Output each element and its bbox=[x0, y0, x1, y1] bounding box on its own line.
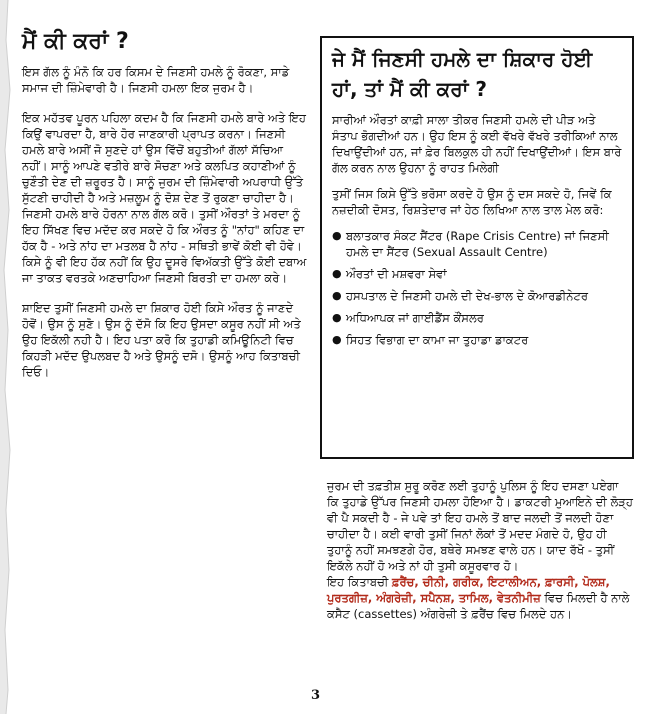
box-heading: ਜੇ ਮੈਂ ਜਿਣਸੀ ਹਮਲੇ ਦਾ ਸ਼ਿਕਾਰ ਹੋਈ ਹਾਂ, ਤਾਂ ਮੈਂ ਕੀ ਕਰਾਂ ? bbox=[332, 47, 593, 101]
bullet-icon: ● bbox=[332, 311, 342, 324]
list-item bbox=[332, 310, 624, 326]
bullet-icon: ● bbox=[332, 229, 342, 242]
help-box bbox=[320, 36, 634, 459]
list-item bbox=[332, 266, 624, 282]
left-paragraph-3: ਸ਼ਾਇਦ ਤੁਸੀਂ ਜਿਣਸੀ ਹਮਲੇ ਦਾ ਸ਼ਿਕਾਰ ਹੋਈ ਕਿਸੇ ਔਰਤ ਨੂੰ ਜਾਣਦੇ ਹੋਵੋਂ। ਉਸ ਨੂੰ ਸੁਣੋ। ਉਸ ਨੂੰ ਦੱਸੋ ਕਿ ਇਹ ਉਸਦਾ ਕਸੂਰ ਨਹੀਂ ਸੀ ਅਤੇ ਉਹ ਇਕੱਲੀ ਨਹੀ ਹੈ। ਇਹ ਪਤਾ ਕਰੋ ਕਿ ਤੁਹਾਡੀ ਕਮਿਊਨਿਟੀ ਵਿਚ ਕਿਹੜੀ ਮਦੱਦ ਉਪਲਬਦ ਹੈ ਅਤੇ ਉਸਨੂੰ ਦਸੋ। ਉਸਨੂੰ ਆਹ ਕਿਤਾਬਚੀ ਦਿਓ। bbox=[22, 301, 301, 379]
list-item-text: ਸਿਹਤ ਵਿਭਾਗ ਦਾ ਕਾਮਾ ਜਾ ਤੁਹਾਡਾ ਡਾਕਟਰ bbox=[346, 333, 529, 347]
right-bottom-column bbox=[327, 478, 633, 622]
languages-outro: ਵਿਚ ਮਿਲਦੀ ਹੈ ਨਾਲੇ ਕਸੈਟ (cassettes) ਅੰਗਰੇਜ਼ੀ ਤੇ ਫ਼ਰੈਂਚ ਵਿਚ ਮਿਲਦੇ ਹਨ। bbox=[327, 591, 630, 621]
bullet-icon: ● bbox=[332, 289, 342, 302]
languages-intro: ਇਹ ਕਿਤਾਬਚੀ bbox=[327, 575, 389, 589]
left-paragraph-2: ਇਕ ਮਹੱਤਵ ਪੂਰਨ ਪਹਿਲਾ ਕਦਮ ਹੈ ਕਿ ਜਿਣਸੀ ਹਮਲੇ ਬਾਰੇ ਅਤੇ ਇਹ ਕਿਉਂ ਵਾਪਰਦਾ ਹੈ, ਬਾਰੇ ਹੋਰ ਜਾਣਕਾਰੀ ਪ੍ਰਾਪਤ ਕਰਨਾ। ਜਿਣਸੀ ਹਮਲੇ ਬਾਰੇ ਅਸੀਂ ਜੋ ਸੁਣਦੇ ਹਾਂ ਉਸ ਵਿੱਚੋਂ ਬਹੁਤੀਆਂ ਗੱਲਾਂ ਸੱਚਿਆ ਨਹੀਂ। ਸਾਨੂੰ ਆਪਣੇ ਵਤੀਰੇ ਬਾਰੇ ਸੋਚਣਾ ਅਤੇ ਕਲਪਿਤ ਕਹਾਣੀਆਂ ਨੂੰ ਚੁਣੌਤੀ ਦੇਣ ਦੀ ਜ਼ਰੂਰਤ ਹੈ। ਸਾਨੂੰ ਜੁਰਮ ਦੀ ਜ਼ਿੰਮੇਵਾਰੀ ਅਪਰਾਧੀ ਉੱਤੇ ਸੁੱਟਣੀ ਚਾਹੀਦੀ ਹੈ ਅਤੇ ਮਜ਼ਲੂਮ ਨੂੰ ਦੋਸ਼ ਦੇਣ ਤੋਂ ਰੁਕਣਾ ਚਾਹੀਦਾ ਹੈ। ਜਿਣਸੀ ਹਮਲੇ ਬਾਰੇ ਹੋਰਨਾ ਨਾਲ ਗੱਲ ਕਰੋ। ਤੁਸੀਂ ਔਰਤਾਂ ਤੇ ਮਰਦਾ ਨੂੰ ਇਹ ਸਿੱਖਣ ਵਿਚ ਮਦੱਦ ਕਰ ਸਕਦੇ ਹੋ ਕਿ ਔਰਤ ਨੂੰ "ਨਾਂਹ" ਕਹਿਣ ਦਾ ਹੱਕ ਹੈ - ਅਤੇ ਨਾਂਹ ਦਾ ਮਤਲਬ ਹੈ ਨਾਂਹ - ਸਥਿਤੀ ਭਾਵੇਂ ਕੋਈ ਵੀ ਹੋਵੇ। ਕਿਸੇ ਨੂੰ ਵੀ ਇਹ ਹੱਕ ਨਹੀਂ ਕਿ ਉਹ ਦੂਸਰੇ ਵਿਅੱਕਤੀ ਉੱਤੇ ਕੋਈ ਦਬਾਅ ਜਾ ਤਾਕਤ ਵਰਤਕੇ ਅਣਚਾਹਿਆ ਜਿਣਸੀ ਬਿਰਤੀ ਦਾ ਹਮਲਾ ਕਰੇ। bbox=[22, 111, 307, 285]
list-item-text: ਔਰਤਾਂ ਦੀ ਮਸ਼ਵਰਾ ਸੇਵਾਂ bbox=[346, 267, 447, 281]
box-paragraph-2: ਤੁਸੀਂ ਜਿਸ ਕਿਸੇ ਉੱਤੇ ਭਰੋਸਾ ਕਰਦੇ ਹੋ ਉਸ ਨੂੰ ਦਸ ਸਕਦੇ ਹੋ, ਜਿਵੇਂ ਕਿ ਨਜ਼ਦੀਕੀ ਦੋਸਤ, ਰਿਸ਼ਤੇਦਾਰ ਜਾਂ ਹੇਠ ਲਿਖਿਆ ਨਾਲ ਤਾਲ ਮੇਲ ਕਰੋ: bbox=[332, 187, 612, 217]
languages-paragraph bbox=[327, 574, 633, 622]
bullet-icon: ● bbox=[332, 333, 342, 346]
police-paragraph: ਜੁਰਮ ਦੀ ਤਫ਼ਤੀਸ਼ ਸੁਰੂ ਕਰੋਣ ਲਈ ਤੁਹਾਨੂੰ ਪੁਲਿਸ ਨੂੰ ਇਹ ਦਸਣਾ ਪਏਗਾ ਕਿ ਤੁਹਾਡੇ ਉੱਪਰ ਜਿਣਸੀ ਹਮਲਾ ਹੋਇਆ ਹੈ। ਡਾਕਟਰੀ ਮੁਆਇਨੇ ਦੀ ਲੋੜ੍ਹ ਵੀ ਪੈ ਸਕਦੀ ਹੈ - ਜੇ ਪਵੇ ਤਾਂ ਇਹ ਹਮਲੇ ਤੋਂ ਬਾਦ ਜਲਦੀ ਤੋਂ ਜਲਦੀ ਹੋਣਾ ਚਾਹੀਦਾ ਹੈ। ਕਈ ਵਾਰੀ ਤੁਸੀਂ ਜਿਨਾਂ ਲੋਕਾਂ ਤੋਂ ਮਦਦ ਮੰਗਦੇ ਹੋ, ਉਹ ਹੀ ਤੁਹਾਨੂੰ ਨਹੀਂ ਸਮਝਣਗੇ ਹੋਰ, ਬਥੇਰੇ ਸਮਝਣ ਵਾਲੇ ਹਨ। ਯਾਦ ਰੱਖੋ - ਤੁਸੀਂ ਇਕੱਲੇ ਨਹੀਂ ਹੋ ਅਤੇ ਨਾਂ ਹੀ ਤੁਸੀ ਕਸੂਰਵਾਰ ਹੋ। bbox=[327, 479, 633, 573]
left-heading: ਮੈਂ ਕੀ ਕਰਾਂ ? bbox=[22, 29, 129, 54]
list-item-text: ਬਲਾਤਕਾਰ ਸੰਕਟ ਸੈਂਟਰ (Rape Crisis Centre) ਜਾਂ ਜਿਣਸੀ ਹਮਲੇ ਦਾ ਸੈਂਟਰ (Sexual Assault Centre) bbox=[346, 229, 609, 259]
list-item-text: ਹਸਪਤਾਲ ਦੇ ਜਿਣਸੀ ਹਮਲੇ ਦੀ ਦੇਖ-ਭਾਲ ਦੇ ਕੋਆਰਡੀਨੇਟਰ bbox=[346, 289, 588, 303]
left-paragraph-1: ਇਸ ਗੱਲ ਨੂੰ ਮੰਨੋ ਕਿ ਹਰ ਕਿਸਮ ਦੇ ਜਿਣਸੀ ਹਮਲੇ ਨੂੰ ਰੋਕਣਾ, ਸਾਡੇ ਸਮਾਜ ਦੀ ਜ਼ਿੰਮੇਵਾਰੀ ਹੈ। ਜਿਣਸੀ ਹਮਲਾ ਇਕ ਜੁਰਮ ਹੈ। bbox=[22, 65, 290, 95]
contact-list bbox=[332, 228, 624, 348]
list-item-text: ਅਧਿਆਪਕ ਜਾਂ ਗਾਈਡੈਂਸ ਕੌਂਸਲਰ bbox=[346, 311, 484, 325]
bullet-icon: ● bbox=[332, 267, 342, 280]
list-item bbox=[332, 228, 624, 260]
box-paragraph-1: ਸਾਰੀਆਂ ਔਰਤਾਂ ਕਾਫ਼ੀ ਸਾਲਾ ਤੀਕਰ ਜਿਣਸੀ ਹਮਲੇ ਦੀ ਪੀੜ ਅਤੇ ਸੰਤਾਪ ਭੋਗਦੀਆਂ ਹਨ। ਉਹ ਇਸ ਨੂੰ ਕਈ ਵੱਖਰੇ ਵੱਖਰੇ ਤਰੀਕਿਆਂ ਨਾਲ ਦਿਖਾਉਂਦੀਆਂ ਹਨ, ਜਾਂ ਫ਼ੇਰ ਬਿਲਕੁਲ ਹੀ ਨਹੀਂ ਦਿਖਾਉਂਦੀਆਂ। ਇਸ ਬਾਰੇ ਗੱਲ ਕਰਨ ਨਾਲ ਉਹਨਾ ਨੂੰ ਰਾਹਤ ਮਿਲੇਗੀ bbox=[332, 113, 622, 175]
left-column bbox=[22, 28, 310, 394]
page-number: 3 bbox=[311, 688, 321, 703]
list-item bbox=[332, 332, 624, 348]
list-item bbox=[332, 288, 624, 304]
torn-paper-edge bbox=[0, 0, 18, 714]
languages-list: ਫ਼ਰੈਂਚ, ਚੀਨੀ, ਗਰੀਕ, ਇਟਾਲੀਅਨ, ਫ਼ਾਰਸੀ, ਪੋਲਸ਼, ਪੁਰਤਗੀਜ਼, ਅੰਗਰੇਜ਼ੀ, ਸਪੈਨਸ਼, ਤਾਮਿਲ, ਵੇਤਨੀਮੀਜ਼ bbox=[327, 575, 610, 605]
